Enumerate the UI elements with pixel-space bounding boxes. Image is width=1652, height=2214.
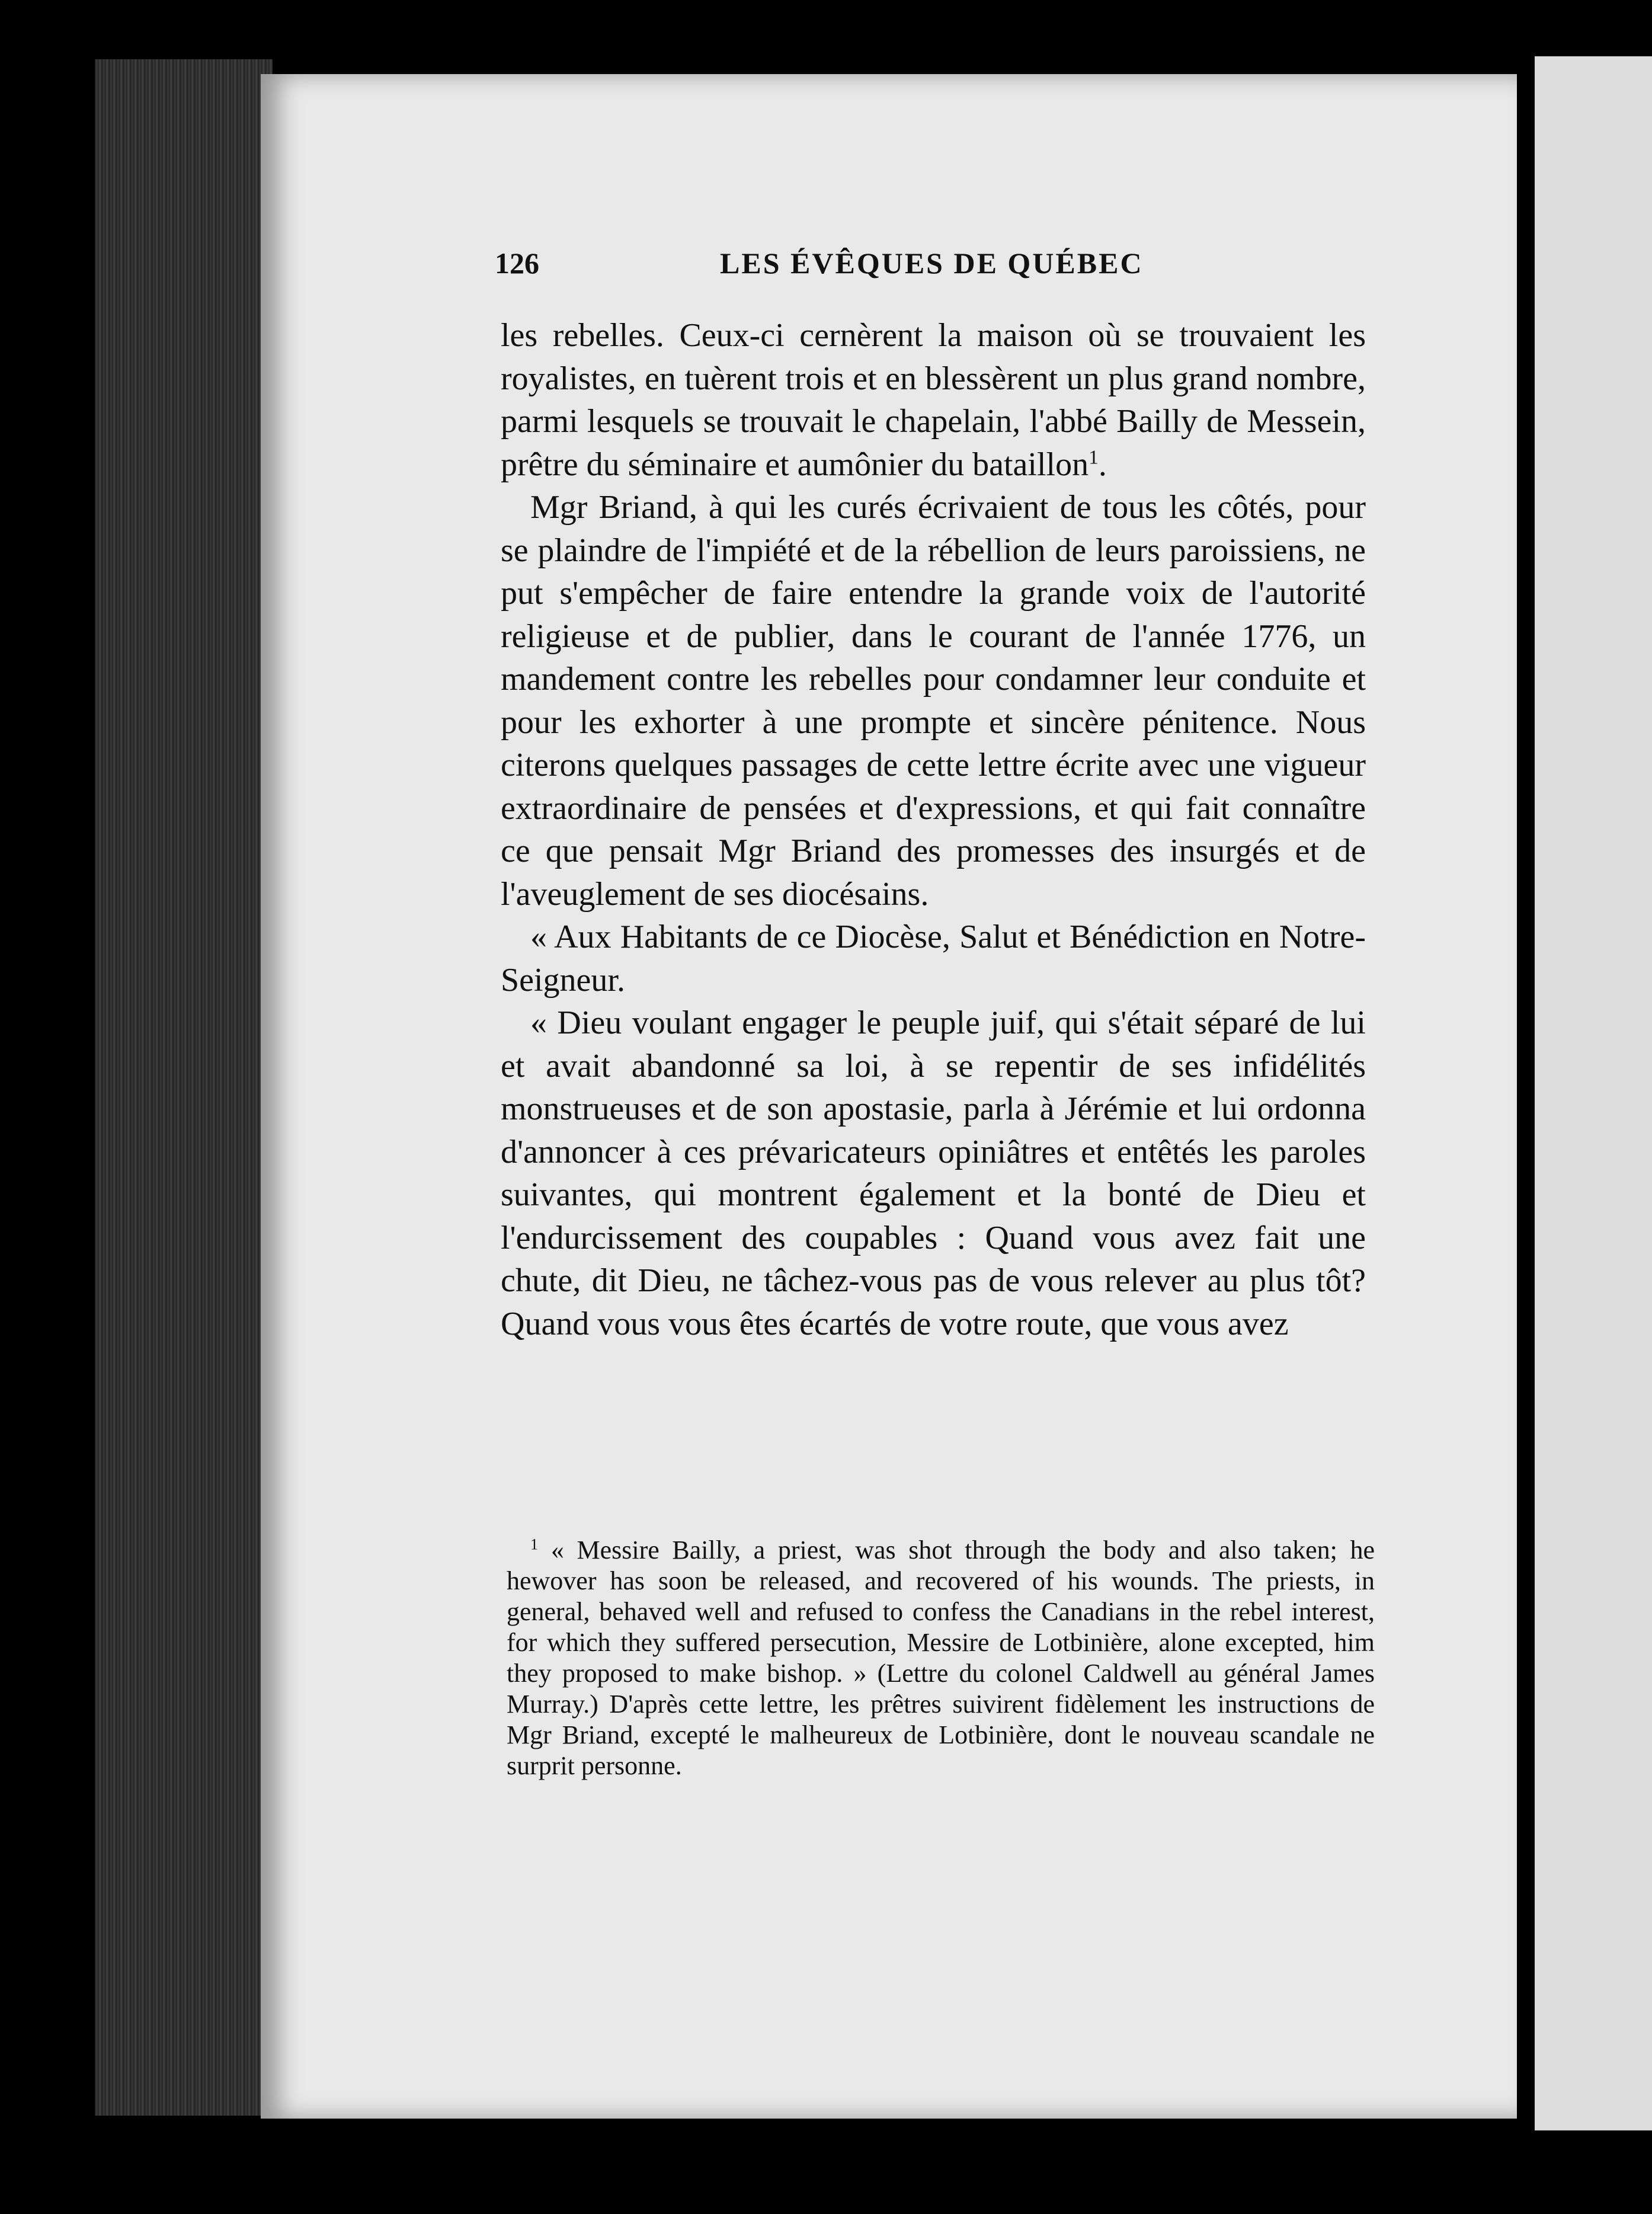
footnote-reference: 1 bbox=[1088, 446, 1099, 468]
paragraph-1 bbox=[501, 314, 1366, 486]
footnote bbox=[507, 1535, 1375, 1781]
running-title: LES ÉVÊQUES DE QUÉBEC bbox=[720, 247, 1144, 280]
body-text bbox=[501, 314, 1366, 1345]
footnote-text: « Messire Bailly, a priest, was shot through the body and also taken; he hewover has soon be released, and recovered of his wounds. The priests, in general, behaved well and refused to confess the Canadians in the rebel interest, for which they suffered persecution, Messire de Lotbinière, alone excepted, him they proposed to make bishop. » (Lettre du colonel Caldwell au général James Murray.) D'après cette lettre, les prêtres suivirent fidèlement les instructions de Mgr Briand, excepté le malheureux de Lotbinière, dont le nouveau scandale ne surprit personne. bbox=[507, 1535, 1375, 1780]
page-number: 126 bbox=[495, 247, 539, 280]
book-page-edges bbox=[95, 59, 273, 2116]
footnote-paragraph bbox=[507, 1535, 1375, 1781]
paragraph-3: « Aux Habitants de ce Diocèse, Salut et Bénédiction en Notre-Seigneur. bbox=[501, 919, 1366, 999]
paragraph-4: « Dieu voulant engager le peuple juif, qui s'était séparé de lui et avait abandonné sa loi, à se repentir de ses infidélités monstrueuses et de son apostasie, parla à Jérémie et lui ordonna d'annoncer à ces prévaricateurs opiniâtres et entêtés les paroles suivantes, qui montrent également et la bonté de Dieu et l'endurcissement des coupables : Quand vous avez fait une chute, dit Dieu, ne tâchez-vous pas de vous relever au plus tôt? Quand vous vous êtes écartés de votre route, que vous avez bbox=[501, 1004, 1366, 1342]
paragraph-2: Mgr Briand, à qui les curés écrivaient de tous les côtés, pour se plaindre de l'impiété et de la rébellion de leurs paroissiens, ne put s'empêcher de faire entendre la grande voix de l'autorité religieuse et de publier, dans le courant de l'année 1776, un mandement contre les rebelles pour condamner leur conduite et pour les exhorter à une prompte et sincère pénitence. Nous citerons quelques passages de cette lettre écrite avec une vigueur extraordinaire de pensées et d'expressions, et qui fait connaître ce que pensait Mgr Briand des promesses des insurgés et de l'aveuglement de ses diocésains. bbox=[501, 489, 1366, 913]
paragraph-1-text: les rebelles. Ceux-ci cernèrent la maison où se trouvaient les royalistes, en tuèrent trois et en blessèrent un plus grand nombre, parmi lesquels se trouvait le chapelain, l'abbé Bailly de Messein, prêtre du séminaire et aumônier du bataillon bbox=[501, 317, 1366, 483]
facing-page-edge bbox=[1535, 56, 1652, 2130]
footnote-marker: 1 bbox=[530, 1535, 539, 1553]
paragraph-1-end: . bbox=[1098, 446, 1107, 483]
page-header bbox=[495, 246, 1372, 293]
